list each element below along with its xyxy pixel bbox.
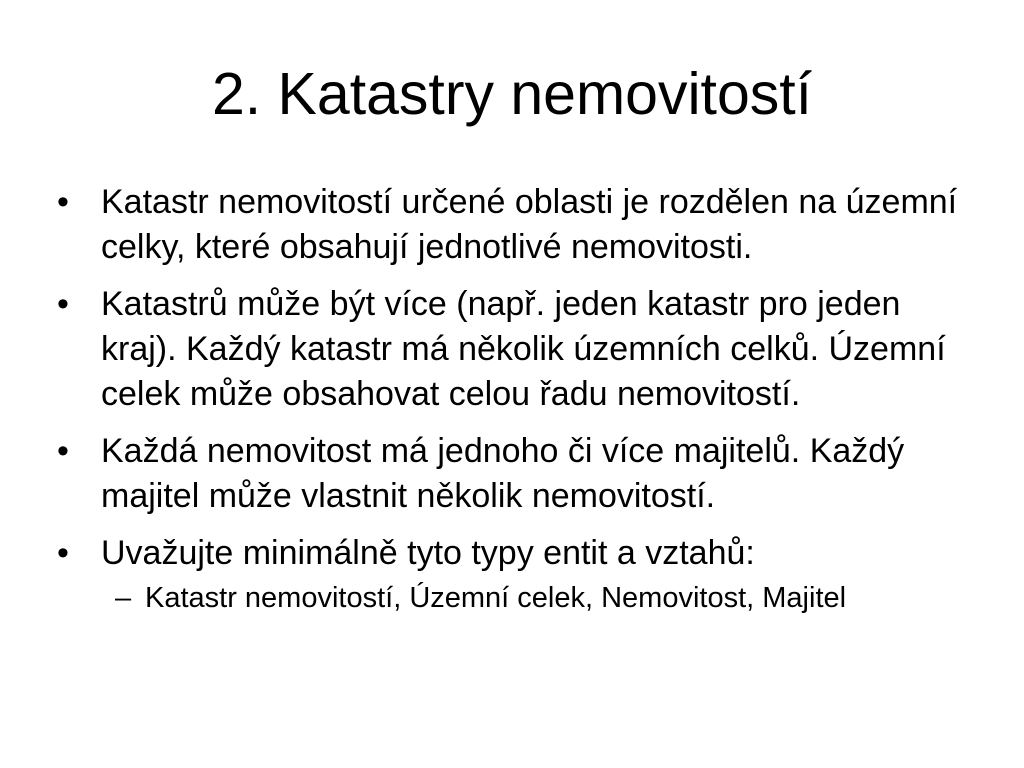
bullet-item <box>55 282 985 417</box>
bullet-marker: • <box>57 183 69 221</box>
bullet-item <box>55 180 985 270</box>
bullet-marker: • <box>57 432 69 470</box>
sub-bullet-item <box>101 578 985 618</box>
bullet-list <box>55 180 985 630</box>
bullet-marker: • <box>57 285 69 323</box>
sub-bullet-marker: – <box>115 582 132 614</box>
bullet-text: Katastr nemovitostí určené oblasti je rozdělen na územní celky, které obsahují jednotlivé nemovitosti. <box>101 183 958 266</box>
bullet-text: Každá nemovitost má jednoho či více majitelů. Každý majitel může vlastnit několik nemovitostí. <box>101 432 905 515</box>
bullet-text: Katastrů může být více (např. jeden katastr pro jeden kraj). Každý katastr má několik územních celků. Územní celek může obsahovat celou řadu nemovitostí. <box>101 285 946 413</box>
bullet-item <box>55 429 985 519</box>
sub-bullet-text: Katastr nemovitostí, Územní celek, Nemovitost, Majitel <box>145 582 847 614</box>
sub-bullet-list <box>101 578 985 618</box>
bullet-text: Uvažujte minimálně tyto typy entit a vztahů: <box>101 534 755 572</box>
slide-title: 2. Katastry nemovitostí <box>211 61 813 127</box>
bullet-marker: • <box>57 534 69 572</box>
bullet-item <box>55 531 985 618</box>
